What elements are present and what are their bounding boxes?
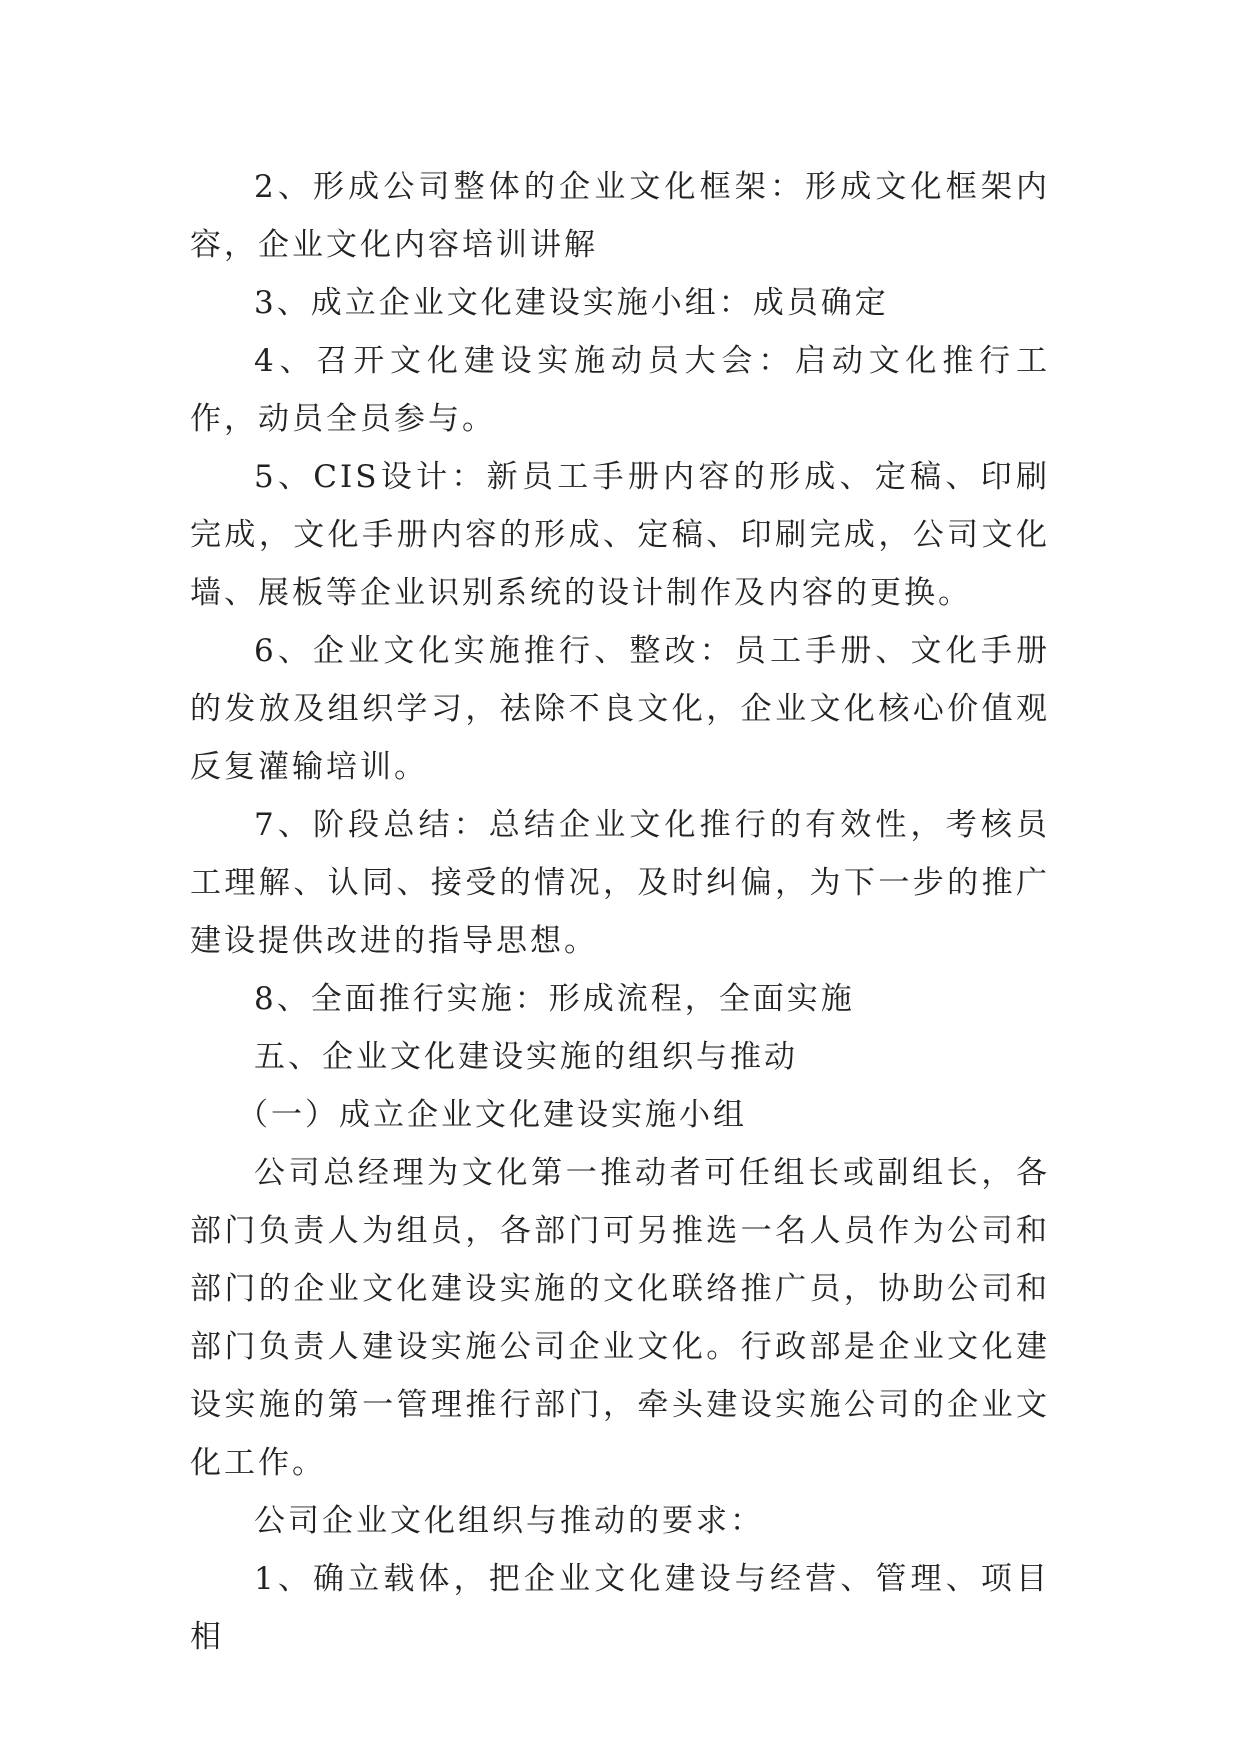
section-heading-5: 五、企业文化建设实施的组织与推动 bbox=[254, 1039, 798, 1075]
paragraph-item-3: 3、成立企业文化建设实施小组：成员确定 bbox=[254, 285, 889, 321]
paragraph-item-4: 4、召开文化建设实施动员大会：启动文化推行工作，动员全员参与。 bbox=[190, 343, 1050, 437]
paragraph-item-8: 8、全面推行实施：形成流程，全面实施 bbox=[254, 981, 855, 1017]
paragraph-item-5: 5、CIS设计：新员工手册内容的形成、定稿、印刷完成，文化手册内容的形成、定稿、印刷完成，公司文化墙、展板等企业识别系统的设计制作及内容的更换。 bbox=[190, 459, 1050, 611]
document-body bbox=[190, 158, 1050, 1666]
paragraph-requirements-intro: 公司企业文化组织与推动的要求： bbox=[254, 1503, 764, 1539]
paragraph-item-7: 7、阶段总结：总结企业文化推行的有效性，考核员工理解、认同、接受的情况，及时纠偏，为下一步的推广建设提供改进的指导思想。 bbox=[190, 807, 1050, 959]
paragraph-item-6: 6、企业文化实施推行、整改：员工手册、文化手册的发放及组织学习，祛除不良文化，企业文化核心价值观反复灌输培训。 bbox=[190, 633, 1050, 785]
paragraph-item-2: 2、形成公司整体的企业文化框架：形成文化框架内容，企业文化内容培训讲解 bbox=[190, 169, 1050, 263]
paragraph-requirement-1: 1、确立载体，把企业文化建设与经营、管理、项目相 bbox=[190, 1561, 1050, 1655]
paragraph-organization: 公司总经理为文化第一推动者可任组长或副组长，各部门负责人为组员，各部门可另推选一名人员作为公司和部门的企业文化建设实施的文化联络推广员，协助公司和部门负责人建设实施公司企业文化。行政部是企业文化建设实施的第一管理推行部门，牵头建设实施公司的企业文化工作。 bbox=[190, 1155, 1050, 1481]
subsection-heading-1: （一）成立企业文化建设实施小组 bbox=[237, 1097, 747, 1133]
